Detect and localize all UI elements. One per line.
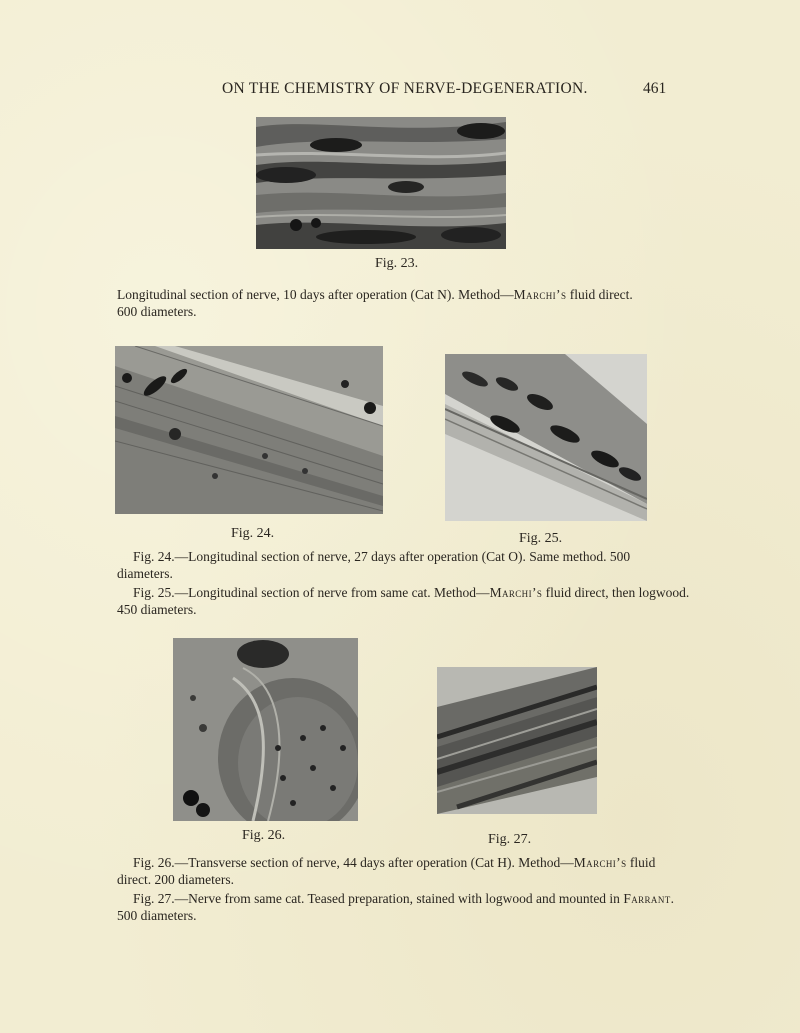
figure-25-caption bbox=[117, 584, 690, 618]
figure-26-caption-method: Marchi’s bbox=[573, 855, 627, 870]
figure-23-caption-text: Longitudinal section of nerve, 10 days after operation (Cat N). Method— bbox=[117, 287, 514, 302]
figure-27-caption-magnification: 500 diameters. bbox=[117, 908, 197, 923]
figure-27-caption bbox=[117, 890, 683, 924]
figure-26-caption bbox=[117, 854, 683, 888]
figure-25-caption-end: fluid direct, then logwood. bbox=[542, 585, 690, 600]
figure-27-caption-method: Farrant. bbox=[623, 891, 675, 906]
figure-24-image bbox=[115, 346, 383, 514]
figure-25-caption-method: Marchi’s bbox=[489, 585, 543, 600]
figure-24-label: Fig. 24. bbox=[231, 526, 275, 541]
figure-27-image bbox=[437, 667, 597, 814]
figure-23-caption-method: Marchi’s bbox=[513, 287, 567, 302]
figure-23-caption-end: fluid direct. bbox=[566, 287, 633, 302]
figure-24-caption-continued: diameters. bbox=[117, 566, 173, 581]
figure-26-label: Fig. 26. bbox=[242, 828, 286, 843]
figure-23-caption-magnification: 600 diameters. bbox=[117, 304, 197, 319]
figure-26-caption-continued: direct. 200 diameters. bbox=[117, 872, 234, 887]
figure-26-caption-end: fluid bbox=[626, 855, 656, 870]
figure-26-image bbox=[173, 638, 358, 821]
figure-27-caption-text: Fig. 27.—Nerve from same cat. Teased preparation, stained with logwood and mounted in bbox=[133, 891, 624, 906]
figure-26-caption-text: Fig. 26.—Transverse section of nerve, 44 days after operation (Cat H). Method— bbox=[133, 855, 574, 870]
page-header bbox=[0, 80, 800, 102]
page-number: 461 bbox=[643, 80, 667, 97]
figure-23-label: Fig. 23. bbox=[375, 256, 419, 271]
figure-23-image bbox=[256, 117, 506, 249]
figure-25-caption-magnification: 450 diameters. bbox=[117, 602, 197, 617]
figure-25-label: Fig. 25. bbox=[519, 531, 563, 546]
figure-24-caption bbox=[117, 548, 683, 582]
running-title: ON THE CHEMISTRY OF NERVE-DEGENERATION. bbox=[222, 80, 588, 97]
figure-25-caption-text: Fig. 25.—Longitudinal section of nerve from same cat. Method— bbox=[133, 585, 490, 600]
figure-24-caption-text: Fig. 24.—Longitudinal section of nerve, 27 days after operation (Cat O). Same method. 500 bbox=[133, 549, 631, 564]
figure-27-label: Fig. 27. bbox=[488, 832, 532, 847]
figure-23-caption bbox=[117, 286, 683, 320]
figure-25-image bbox=[445, 354, 647, 521]
